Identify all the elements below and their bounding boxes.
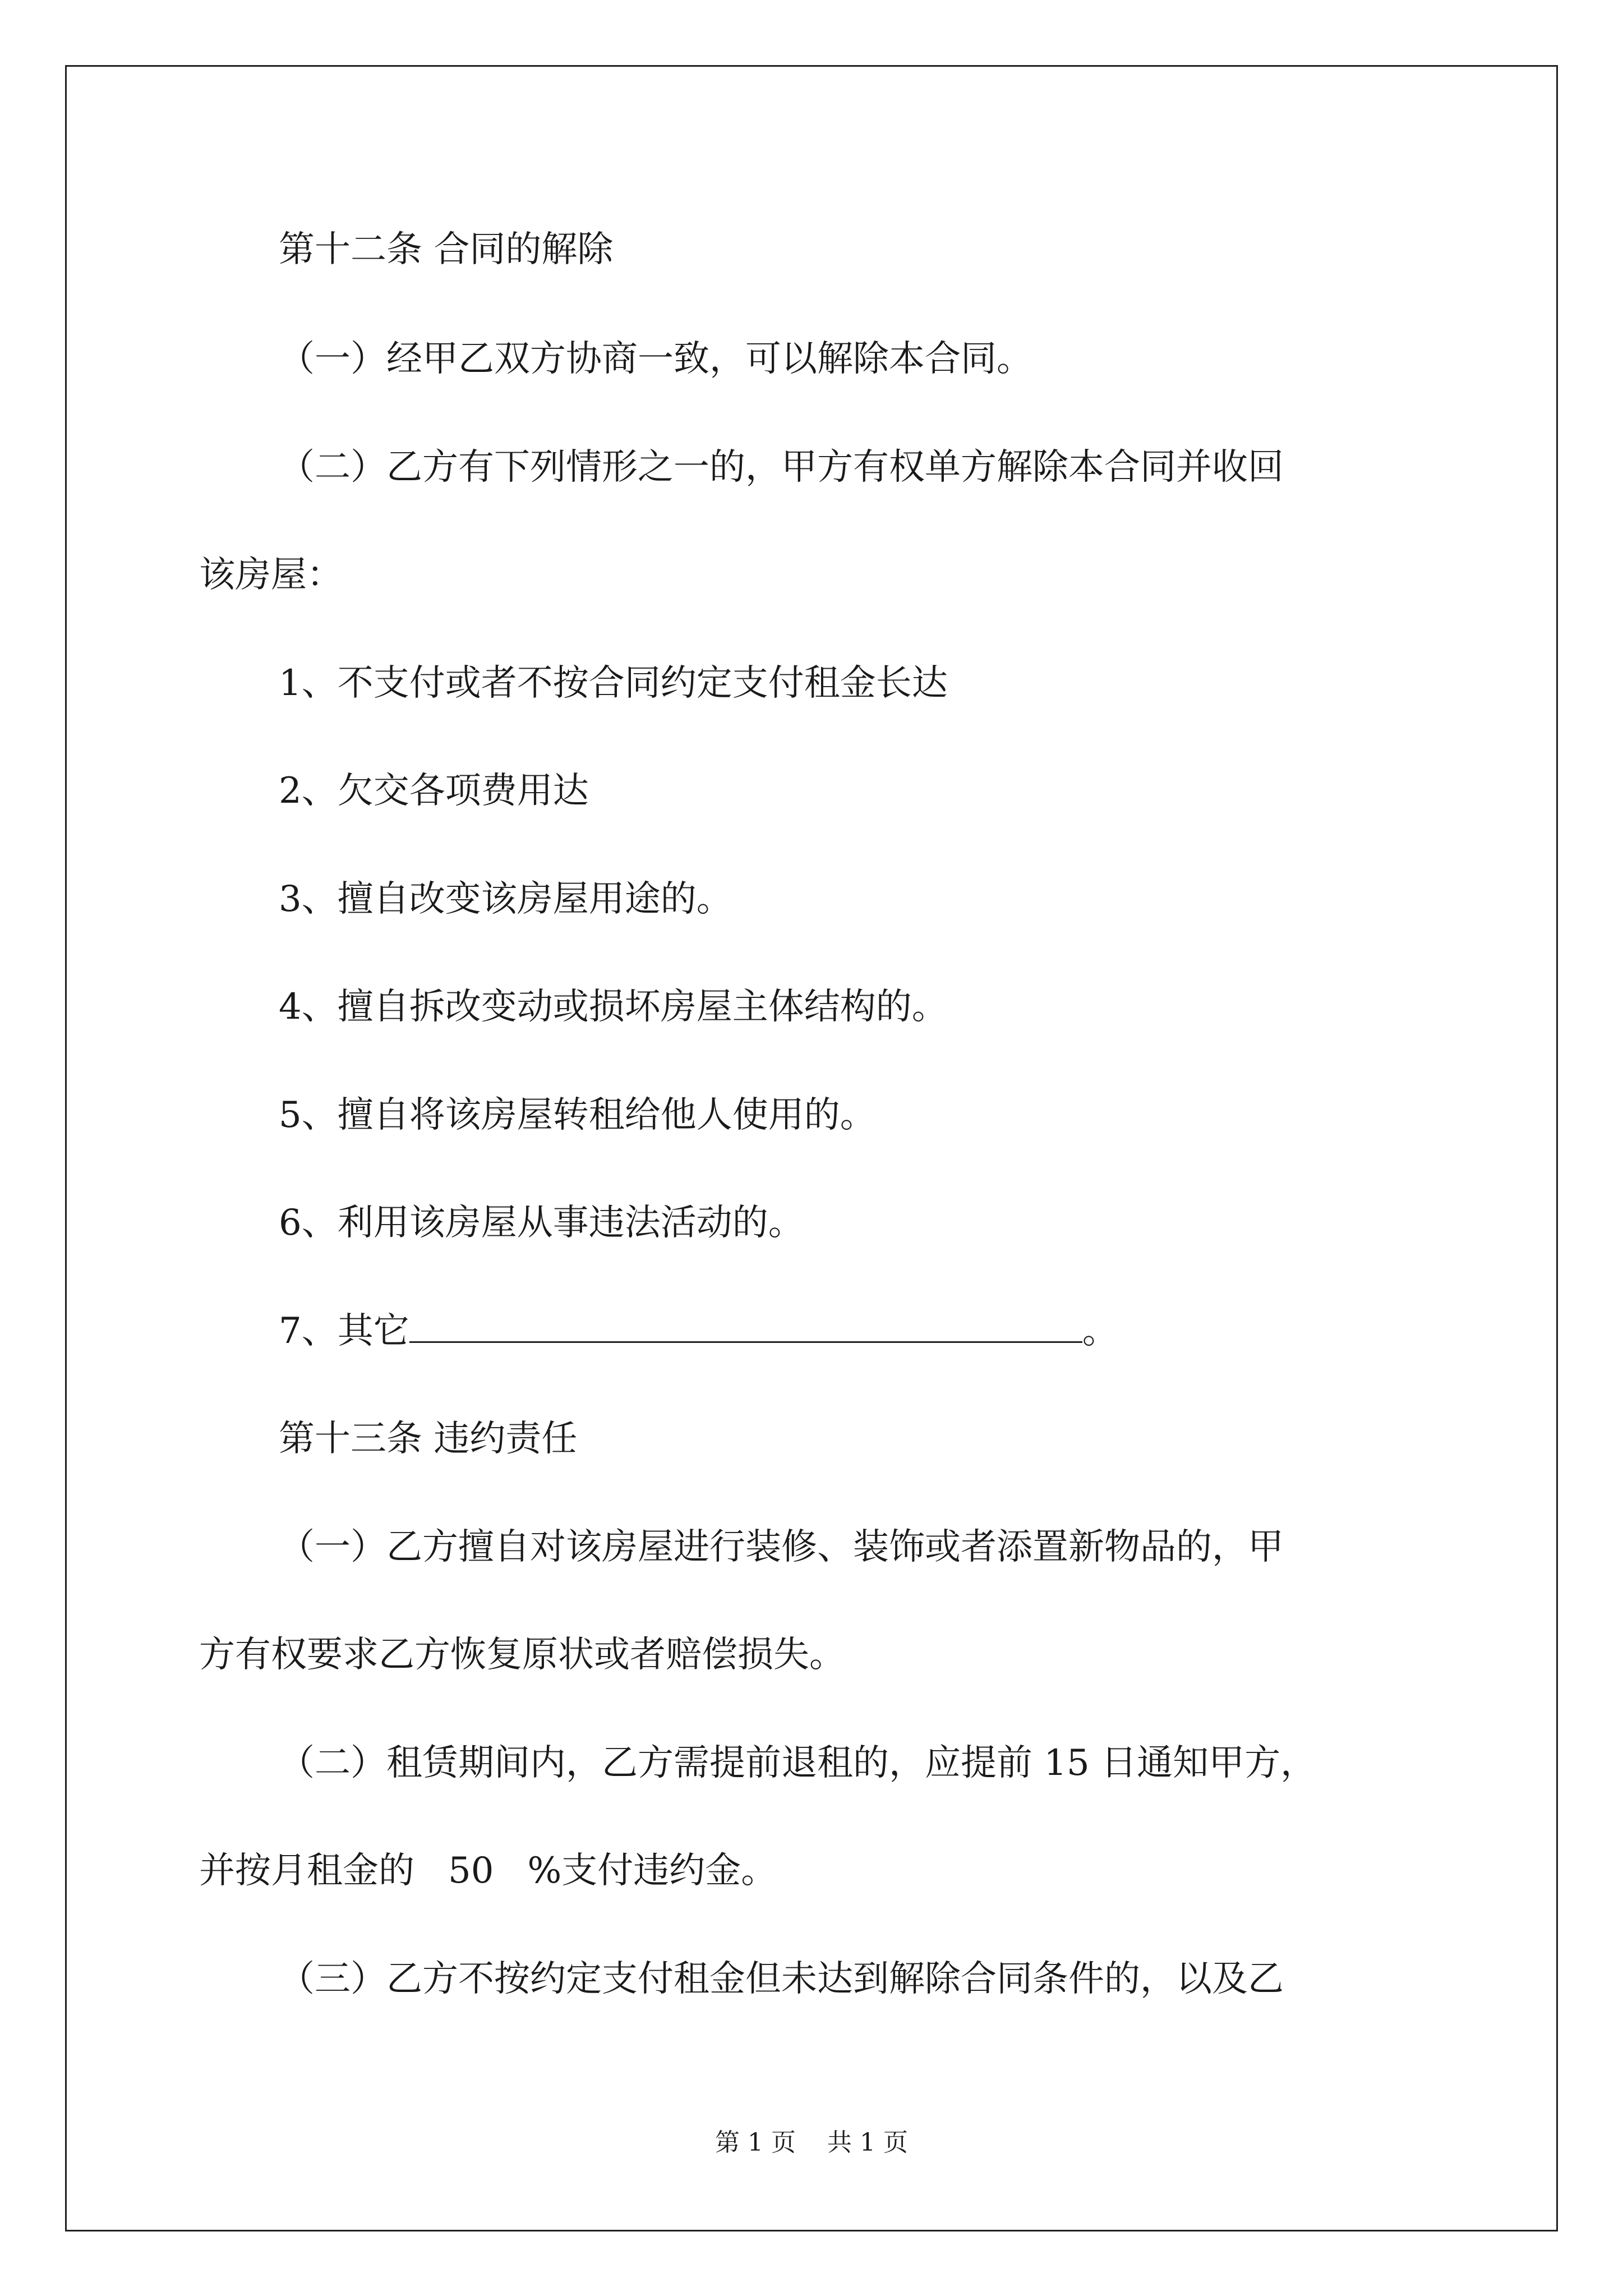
- list-item-2: 2、欠交各项费用达: [279, 770, 589, 812]
- article-12-clause-2-line-1: （二）乙方有下列情形之一的，甲方有权单方解除本合同并收回: [279, 447, 1284, 488]
- list-item-7-suffix: 。: [1082, 1310, 1118, 1352]
- page-number: 第 1 页: [715, 2128, 796, 2157]
- article-12-heading: 第十二条 合同的解除: [279, 229, 614, 270]
- article-13-clause-1-line-2: 方有权要求乙方恢复原状或者赔偿损失。: [199, 1634, 845, 1676]
- list-item-1: 1、不支付或者不按合同约定支付租金长达: [279, 662, 948, 704]
- article-13-clause-3-line-1: （三）乙方不按约定支付租金但未达到解除合同条件的，以及乙: [279, 1958, 1284, 2000]
- list-item-3: 3、擅自改变该房屋用途的。: [279, 878, 732, 920]
- penalty-text-a: 并按月租金的: [199, 1850, 414, 1892]
- list-item-4: 4、擅自拆改变动或损坏房屋主体结构的。: [279, 986, 948, 1028]
- article-13-clause-1-line-1: （一）乙方擅自对该房屋进行装修、装饰或者添置新物品的，甲: [279, 1526, 1284, 1568]
- list-item-5: 5、擅自将该房屋转租给他人使用的。: [279, 1094, 876, 1136]
- penalty-text-b: %支付违约金。: [527, 1850, 777, 1892]
- list-item-7: [279, 1309, 1118, 1354]
- penalty-percent-value: 50: [448, 1850, 494, 1892]
- article-13-clause-2-line-2: [199, 1848, 777, 1893]
- list-item-7-prefix: 7、其它: [279, 1310, 409, 1352]
- page-border: [65, 65, 1558, 2231]
- page-total: 共 1 页: [827, 2128, 908, 2157]
- list-item-6: 6、利用该房屋从事违法活动的。: [279, 1202, 804, 1244]
- page-footer: [0, 2126, 1623, 2160]
- article-12-clause-1: （一）经甲乙双方协商一致，可以解除本合同。: [279, 338, 1032, 380]
- article-13-heading: 第十三条 违约责任: [279, 1418, 578, 1460]
- fill-in-blank-line: [409, 1310, 1082, 1343]
- article-12-clause-2-line-2: 该房屋：: [199, 554, 343, 596]
- article-13-clause-2-line-1: （二）租赁期间内，乙方需提前退租的，应提前 15 日通知甲方，: [279, 1742, 1317, 1784]
